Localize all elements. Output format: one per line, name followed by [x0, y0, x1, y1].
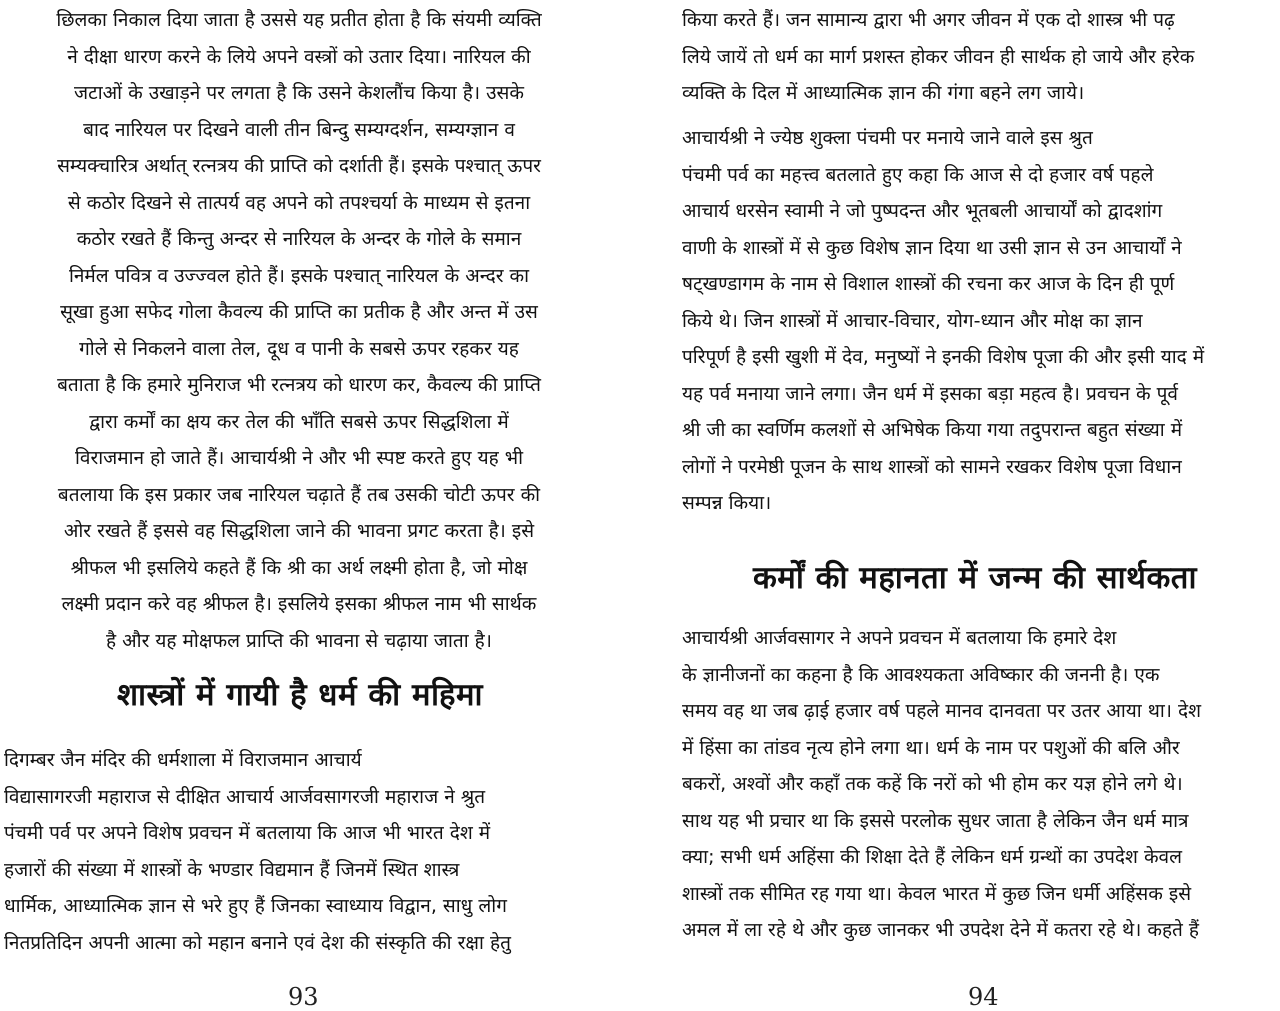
right-page [670, 0, 1280, 1009]
left-section-heading: शास्त्रों में गायी है धर्म की महिमा [116, 677, 484, 713]
right-paragraph-karma-greatness: आचार्यश्री आर्जवसागर ने अपने प्रवचन में बतलाया कि हमारे देश के ज्ञानीजनों का कहना है कि आवश्यकता अविष्कार की जननी है। एक समय वह था जब ढ़ाई हजार वर्ष पहले मानव दानवता पर उतर आया था। देश में हिंसा का तांडव नृत्य होने लगा था। धर्म के नाम पर पशुओं की बलि और बकरों, अश्वों और कहाँ तक कहें कि नरों को भी होम कर यज्ञ होने लगे थे। साथ यह भी प्रचार था कि इससे परलोक सुधर जाता है लेकिन जैन धर्म मात्र क्या; सभी धर्म अहिंसा की शिक्षा देते हैं लेकिन धर्म ग्रन्थों का उपदेश केवल शास्त्रों तक सीमित रह गया था। केवल भारत में कुछ जिन धर्मी अहिंसक इसे अमल में ला रहे थे और कुछ जानकर भी उपदेश देने में कतरा रहे थे। कहते हैं [682, 627, 1202, 941]
left-paragraph-shrut-panchami: दिगम्बर जैन मंदिर की धर्मशाला में विराजमान आचार्य विद्यासागरजी महाराज से दीक्षित आचार्य आर्जवसागरजी महाराज ने श्रुत पंचमी पर्व पर अपने विशेष प्रवचन में बतलाया कि आज भी भारत देश में हजारों की संख्या में शास्त्रों के भण्डार विद्यमान हैं जिनमें स्थित शास्त्र धार्मिक, आध्यात्मिक ज्ञान से भरे हुए हैं जिनका स्वाध्याय विद्वान, साधु लोग नितप्रतिदिन अपनी आत्मा को महान बनाने एवं देश की संस्कृति की रक्षा हेतु [4, 749, 511, 954]
right-page-number: 94 [968, 983, 999, 1011]
right-section-heading: कर्मों की महानता में जन्म की सार्थकता [753, 560, 1197, 596]
right-paragraph-continuation: किया करते हैं। जन सामान्य द्वारा भी अगर जीवन में एक दो शास्त्र भी पढ़ लिये जायें तो धर्म का मार्ग प्रशस्त होकर जीवन ही सार्थक हो जाये और हरेक व्यक्ति के दिल में आध्यात्मिक ज्ञान की गंगा बहने लग जाये। [682, 9, 1195, 104]
left-page-number: 93 [288, 983, 319, 1011]
right-paragraph-shrut-panchami-significance: आचार्यश्री ने ज्येष्ठ शुक्ला पंचमी पर मनाये जाने वाले इस श्रुत पंचमी पर्व का महत्त्व बतलाते हुए कहा कि आज से दो हजार वर्ष पहले आचार्य धरसेन स्वामी ने जो पुष्पदन्त और भूतबली आचार्यों को द्वादशांग वाणी के शास्त्रों में से कुछ विशेष ज्ञान दिया था उसी ज्ञान से उन आचार्यों ने षट्खण्डागम के नाम से विशाल शास्त्रों की रचना कर आज के दिन ही पूर्ण किये थे। जिन शास्त्रों में आचार-विचार, योग-ध्यान और मोक्ष का ज्ञान परिपूर्ण है इसी खुशी में देव, मनुष्यों ने इनकी विशेष पूजा की और इसी याद में यह पर्व मनाया जाने लगा। जैन धर्म में इसका बड़ा महत्व है। प्रवचन के पूर्व श्री जी का स्वर्णिम कलशों से अभिषेक किया गया तदुपरान्त बहुत संख्या में लोगों ने परमेष्ठी पूजन के साथ शास्त्रों को सामने रखकर विशेष पूजा विधान सम्पन्न किया। [682, 127, 1205, 514]
left-page [0, 0, 600, 1009]
left-paragraph-coconut-symbolism: छिलका निकाल दिया जाता है उससे यह प्रतीत होता है कि संयमी व्यक्ति ने दीक्षा धारण करने के लिये अपने वस्त्रों को उतार दिया। नारियल की जटाओं के उखाड़ने पर लगता है कि उसने केशलौंच किया है। उसके बाद नारियल पर दिखने वाली तीन बिन्दु सम्यग्दर्शन, सम्यग्ज्ञान व सम्यक्चारित्र अर्थात् रत्नत्रय की प्राप्ति को दर्शाती हैं। इसके पश्चात् ऊपर से कठोर दिखने से तात्पर्य वह अपने को तपश्चर्या के माध्यम से इतना कठोर रखते हैं किन्तु अन्दर से नारियल के अन्दर के गोले के समान निर्मल पवित्र व उज्ज्वल होते हैं। इसके पश्चात् नारियल के अन्दर का सूखा हुआ सफेद गोला कैवल्य की प्राप्ति का प्रतीक है और अन्त में उस गोले से निकलने वाला तेल, दूध व पानी के सबसे ऊपर रहकर यह बताता है कि हमारे मुनिराज भी रत्नत्रय को धारण कर, कैवल्य की प्राप्ति द्वारा कर्मों का क्षय कर तेल की भाँति सबसे ऊपर सिद्धशिला में विराजमान हो जाते हैं। आचार्यश्री ने और भी स्पष्ट करते हुए यह भी बतलाया कि इस प्रकार जब नारियल चढ़ाते हैं तब उसकी चोटी ऊपर की ओर रखते हैं इससे वह सिद्धशिला जाने की भावना प्रगट करता है। इसे श्रीफल भी इसलिये कहते हैं कि श्री का अर्थ लक्ष्मी होता है, जो मोक्ष लक्ष्मी प्रदान करे वह श्रीफल है। इसलिये इसका श्रीफल नाम भी सार्थक है और यह मोक्षफल प्राप्ति की भावना से चढ़ाया जाता है। [56, 9, 542, 652]
